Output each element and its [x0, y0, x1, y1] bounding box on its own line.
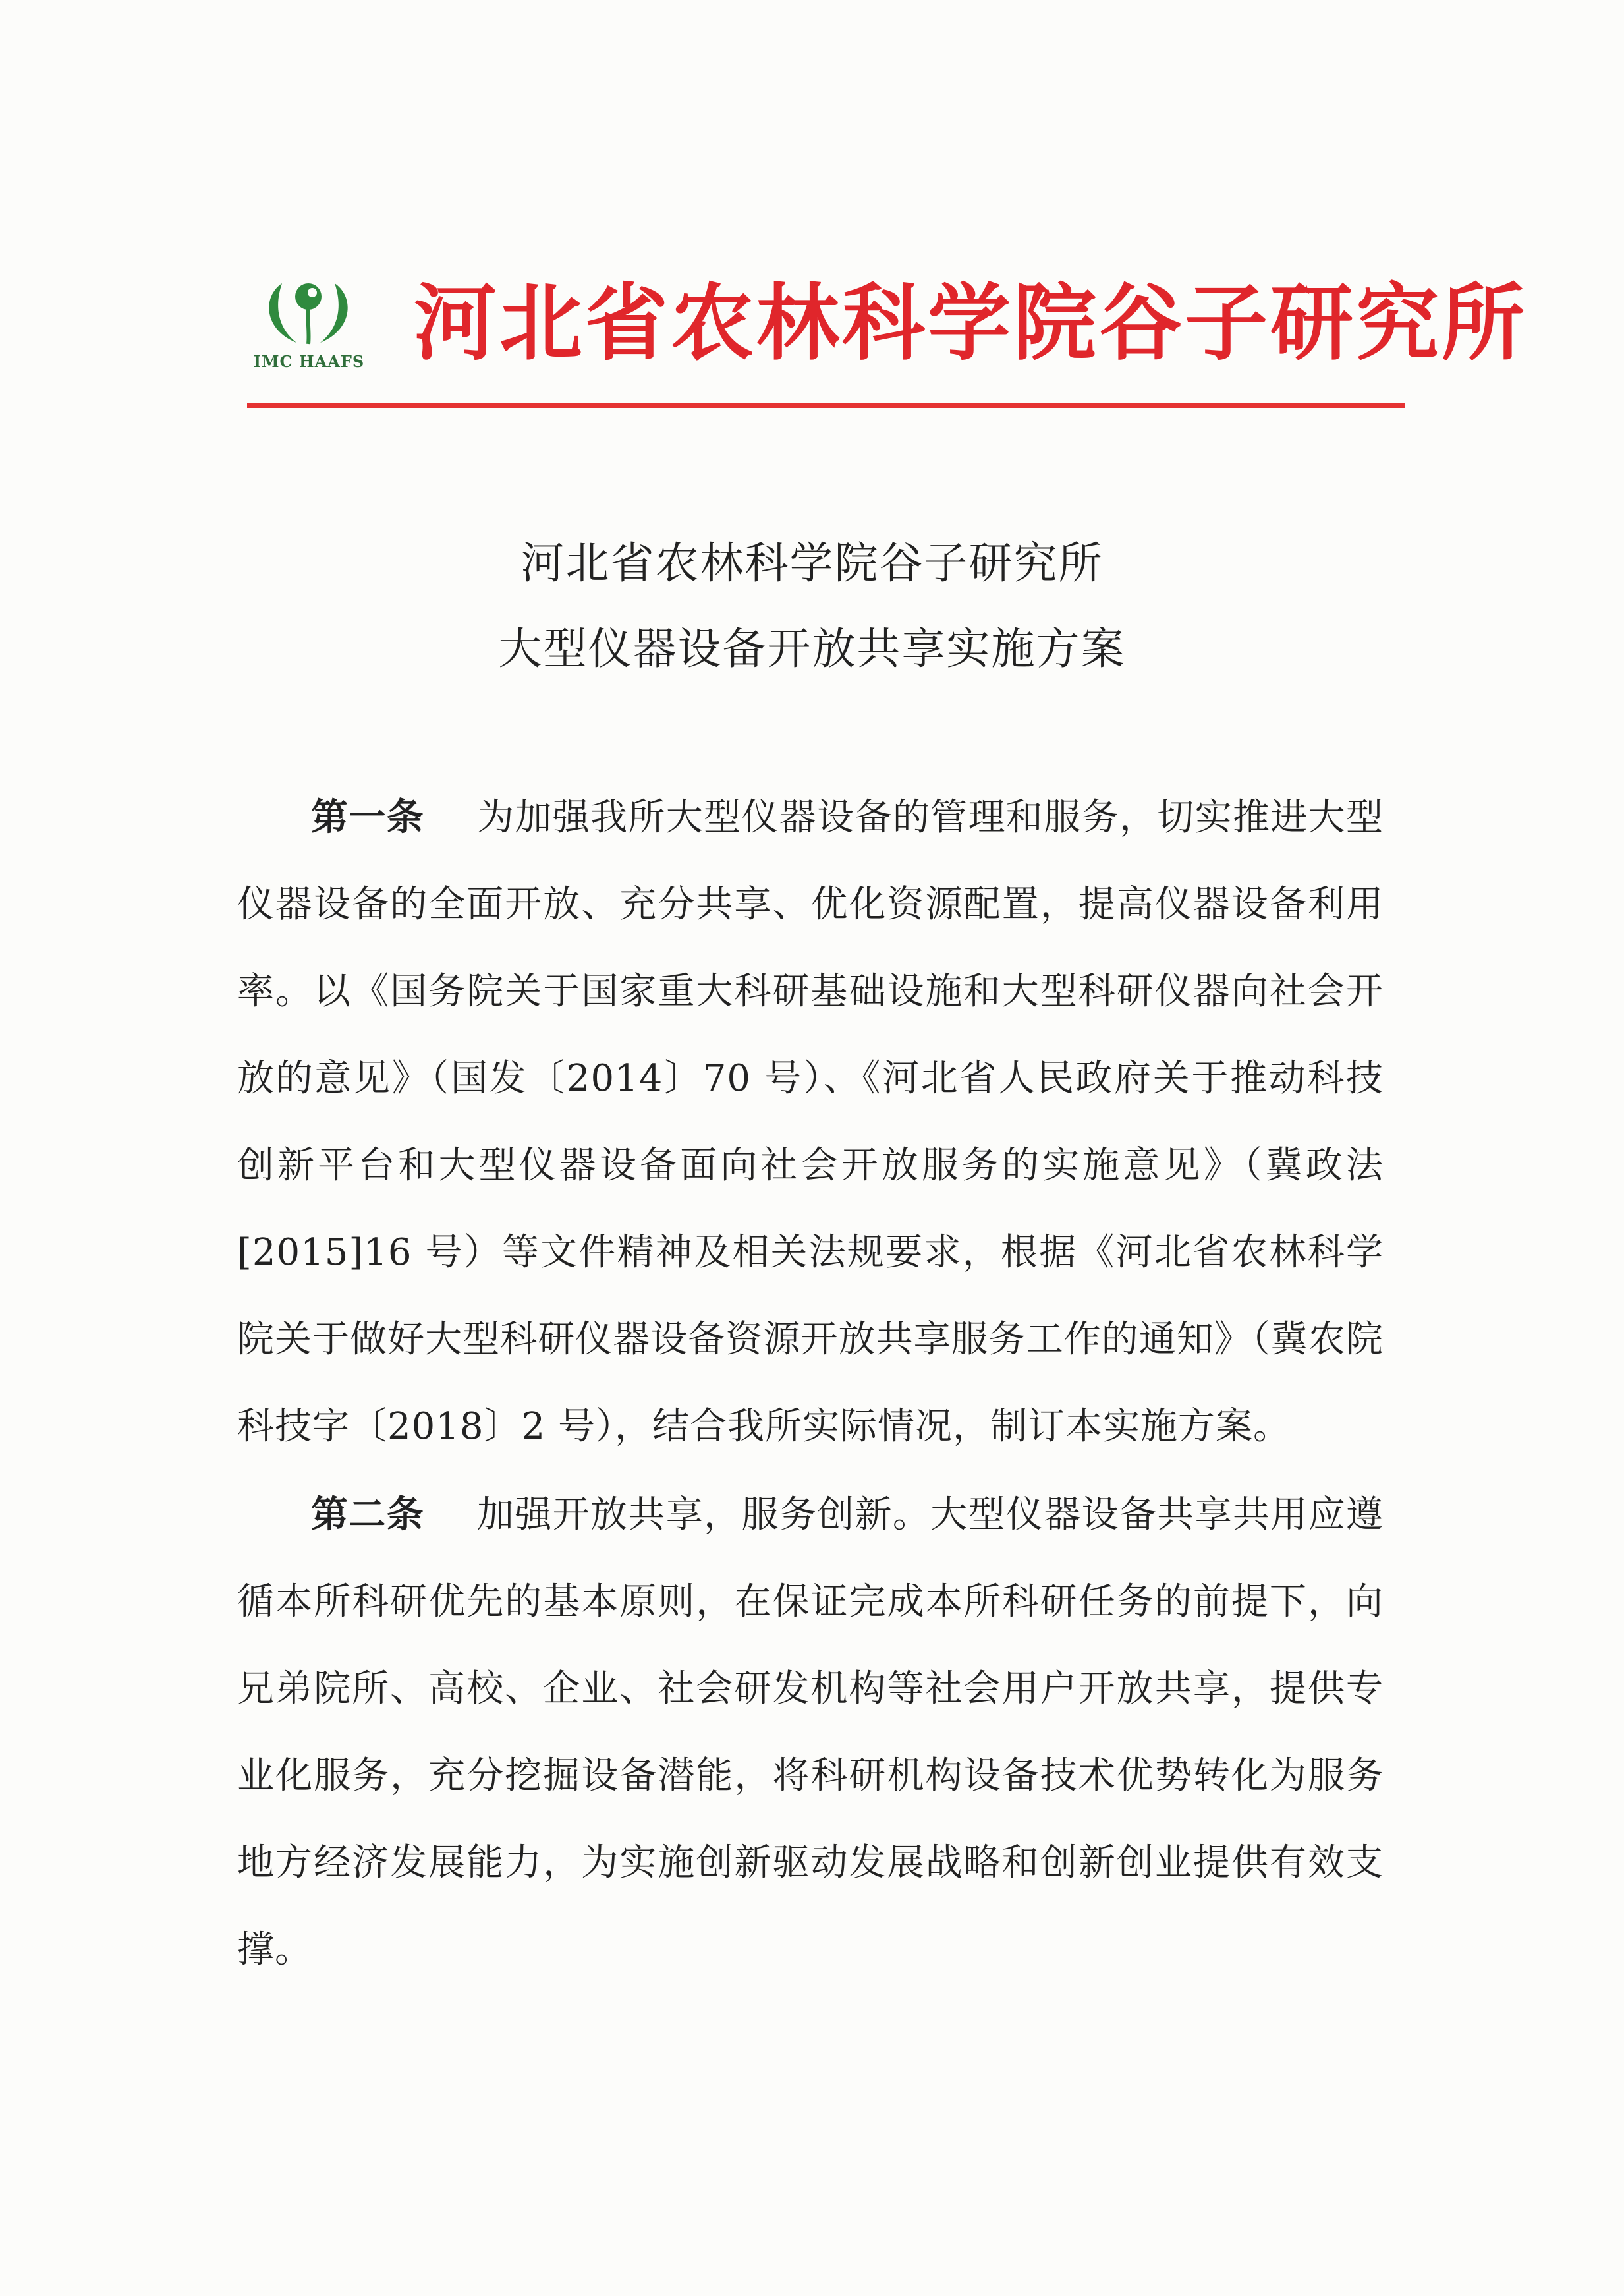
article-2-label: 第二条	[311, 1493, 425, 1536]
title-line-1: 河北省农林科学院谷子研究所	[520, 538, 1104, 588]
document-title	[0, 521, 1624, 692]
logo-text: IMC HAAFS	[253, 352, 365, 371]
letterhead	[0, 0, 1624, 422]
title-line-2: 大型仪器设备开放共享实施方案	[498, 623, 1126, 674]
article-2	[237, 1472, 1384, 1994]
article-1-text: 为加强我所大型仪器设备的管理和服务，切实推进大型仪器设备的全面开放、充分共享、优化资源配置，提高仪器设备利用率。以《国务院关于国家重大科研基础设施和大型科研仪器向社会开放的意见》（国发〔2014〕70 号）、《河北省人民政府关于推动科技创新平台和大型仪器设备面向社会开放服务的实施意见》（冀政法[2015]16 号）等文件精神及相关法规要求，根据《河北省农林科学院关于做好大型科研仪器设备资源开放共享服务工作的通知》（冀农院科技字〔2018〕2 号），结合我所实际情况，制订本实施方案。	[237, 796, 1384, 1448]
article-1-label: 第一条	[311, 796, 425, 839]
article-2-text: 加强开放共享，服务创新。大型仪器设备共享共用应遵循本所科研优先的基本原则，在保证完成本所科研任务的前提下，向兄弟院所、高校、企业、社会研发机构等社会用户开放共享，提供专业化服务，充分挖掘设备潜能，将科研机构设备技术优势转化为服务地方经济发展能力，为实施创新驱动发展战略和创新创业提供有效支撑。	[237, 1493, 1384, 1971]
document-body	[237, 774, 1384, 1994]
institute-name-heading: 河北省农林科学院谷子研究所	[414, 274, 1527, 372]
letterhead-divider	[247, 403, 1405, 408]
article-1	[237, 774, 1384, 1470]
